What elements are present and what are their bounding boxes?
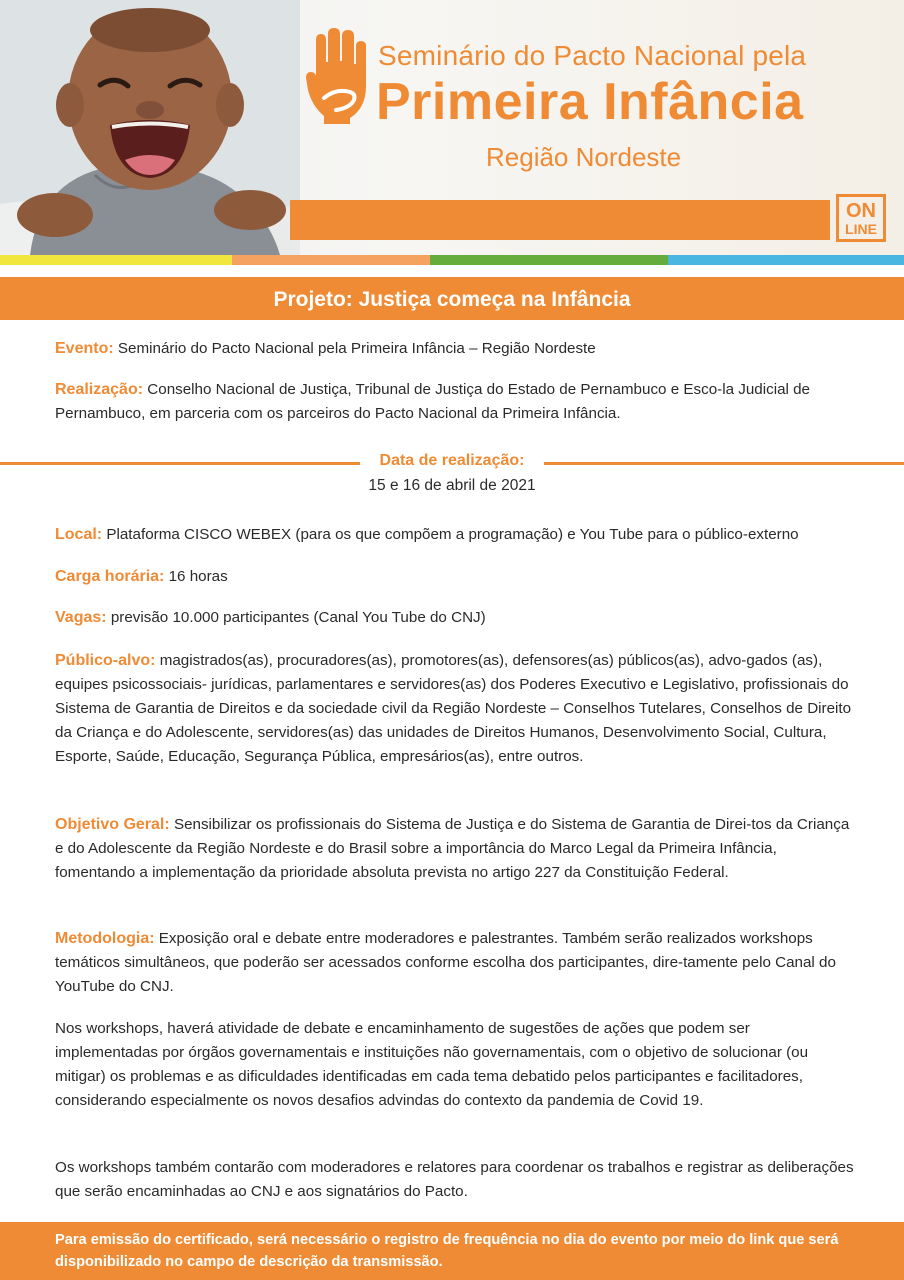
seminar-title-line2: Primeira Infância (376, 73, 804, 131)
seminar-title-line1: Seminário do Pacto Nacional pela (378, 40, 807, 71)
objetivo-section (55, 813, 855, 885)
objetivo-label: Objetivo Geral: (55, 816, 170, 833)
online-badge (836, 194, 886, 242)
metodologia-label: Metodologia: (55, 930, 155, 947)
header-banner (0, 0, 904, 255)
date-section (0, 452, 904, 476)
metodologia-section (55, 927, 855, 999)
seminar-title-region: Região Nordeste (486, 142, 682, 172)
local-text: Plataforma CISCO WEBEX (para os que compõem a programação) e You Tube para o público-externo (106, 526, 799, 543)
vagas-text: previsão 10.000 participantes (Canal You Tube do CNJ) (110, 609, 486, 626)
objetivo-text: Sensibilizar os profissionais do Sistema de Justiça e do Sistema de Garantia de Direi-tos da Criança e do Adolescente da Região Nordeste e do Brasil sobre a importância do Marco Legal da Primeira Infância, fomentando a implementação da prioridade absoluta prevista no artigo 227 da Constituição Federal. (55, 816, 850, 881)
carga-text: 16 horas (168, 568, 228, 585)
color-strip-blue (668, 255, 904, 265)
color-strip-orange (232, 255, 430, 265)
color-strip (0, 255, 904, 265)
metodologia-text: Exposição oral e debate entre moderadores e palestrantes. Também serão realizados workshops temáticos simultâneos, que poderão ser acessados conforme escolha dos participantes, dire-tamente pelo Canal do YouTube do CNJ. (55, 930, 836, 995)
realizacao-text: Conselho Nacional de Justiça, Tribunal de Justiça do Estado de Pernambuco e Esco-la Judicial de Pernambuco, em parceria com os parceiros do Pacto Nacional da Primeira Infância. (55, 381, 811, 422)
publico-section (55, 649, 855, 769)
workshops-paragraph-2: Os workshops também contarão com moderadores e relatores para coordenar os trabalhos e registrar as deliberações que serão encaminhadas ao CNJ e aos signatários do Pacto. (55, 1159, 854, 1200)
color-strip-green (430, 255, 668, 265)
online-badge-top: ON (846, 200, 876, 222)
online-badge-bottom: LINE (845, 221, 877, 237)
evento-label: Evento: (55, 340, 114, 357)
date-label: Data de realização: (374, 452, 531, 469)
evento-text: Seminário do Pacto Nacional pela Primeira Infância – Região Nordeste (117, 340, 596, 357)
footer-text: Para emissão do certificado, será necessário o registro de frequência no dia do evento por meio do link que será disponibilizado no campo de descrição da transmissão. (55, 1232, 839, 1270)
realizacao-label: Realização: (55, 381, 144, 398)
color-strip-yellow (0, 255, 232, 265)
evento-section (55, 337, 855, 361)
publico-text: magistrados(as), procuradores(as), promotores(as), defensores(as) públicos(as), advo-gados (as), equipes psicossociais- jurídicas, parlamentares e servidores(as) dos Poderes Executivo e Legislativo, profissionais do Sistema de Garantia de Direitos e da sociedade civil da Região Nordeste – Conselhos Tutelares, Conselhos de Direito da Criança e do Adolescente, servidores(as) das unidades de Direitos Humanos, Desenvolvimento Social, Cultura, Esporte, Saúde, Educação, Segurança Pública, empresários(as), entre outros. (55, 652, 852, 765)
hands-logo-icon (306, 28, 370, 124)
workshops-paragraph-1: Nos workshops, haverá atividade de debate e encaminhamento de sugestões de ações que podem ser implementadas por órgãos governamentais e instituições não governamentais, com o objetivo de solucionar (ou mitigar) os problemas e as dificuldades identificadas em cada tema debatido pelos participantes e facilitadores, considerando especialmente os novos desafios advindas do contexto da pandemia de Covid 19. (55, 1020, 809, 1109)
header-orange-bar (290, 200, 830, 240)
realizacao-section (55, 378, 855, 426)
publico-label: Público-alvo: (55, 652, 156, 669)
carga-section (55, 565, 855, 589)
baby-photo (0, 0, 300, 255)
project-title: Projeto: Justiça começa na Infância (0, 277, 904, 320)
local-section (55, 523, 855, 547)
date-value: 15 e 16 de abril de 2021 (368, 477, 536, 494)
carga-label: Carga horária: (55, 568, 165, 585)
vagas-section (55, 606, 855, 630)
vagas-label: Vagas: (55, 609, 107, 626)
local-label: Local: (55, 526, 103, 543)
footer-certificate-note (0, 1222, 904, 1280)
